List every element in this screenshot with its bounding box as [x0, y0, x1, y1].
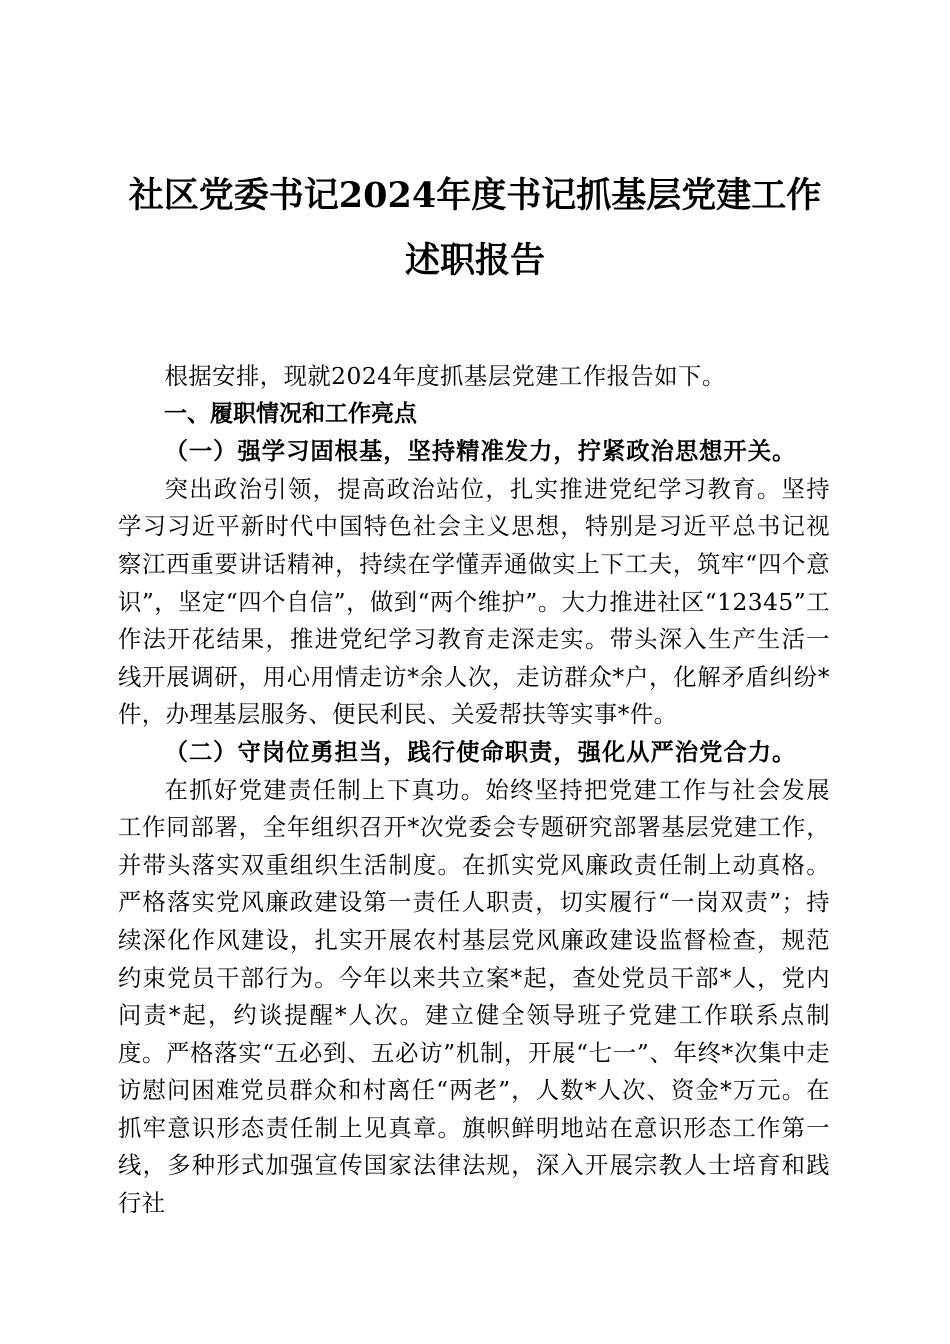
subsection-paragraph-2: 在抓好党建责任制上下真功。始终坚持把党建工作与社会发展工作同部署，全年组织召开*次党委会专题研究部署基层党建工作，并带头落实双重组织生活制度。在抓实党风廉政责任制上动真格。严格落实党风廉政建设第一责任人职责，切实履行“一岗双责”；持续深化作风建设，扎实开展农村基层党风廉政建设监督检查，规范约束党员干部行为。今年以来共立案*起，查处党员干部*人，党内问责*起，约谈提醒*人次。建立健全领导班子党建工作联系点制度。严格落实“五必到、五必访”机制，开展“七一”、年终*次集中走访慰问困难党员群众和村离任“两老”，人数*人次、资金*万元。在抓牢意识形态责任制上见真章。旗帜鲜明地站在意识形态工作第一线，多种形式加强宣传国家法律法规，深入开展宗教人士培育和践行社: [118, 776, 830, 1218]
subsection-heading-2: （二）守岗位勇担当，践行使命职责，强化从严治党合力。: [164, 738, 797, 766]
document-title-line-1: 社区党委书记2024年度书记抓基层党建工作: [128, 175, 822, 216]
document-body: [118, 358, 830, 1223]
subsection-heading-1: （一）强学习固根基，坚持精准发力，拧紧政治思想开关。: [164, 438, 797, 466]
document-title-line-2: 述职报告: [404, 240, 545, 281]
section-heading-1: 一、履职情况和工作亮点: [164, 400, 417, 427]
intro-paragraph: 根据安排，现就2024年度抓基层党建工作报告如下。: [164, 363, 726, 390]
subsection-paragraph-1: 突出政治引领，提高政治站位，扎实推进党纪学习教育。坚持学习习近平新时代中国特色社会主义思想，特别是习近平总书记视察江西重要讲话精神，持续在学懂弄通做实上下工夫，筑牢“四个意识”，坚定“四个自信”，做到“两个维护”。大力推进社区“12345”工作法开花结果，推进党纪学习教育走深走实。带头深入生产生活一线开展调研，用心用情走访*余人次，走访群众*户，化解矛盾纠纷*件，办理基层服务、便民利民、关爱帮扶等实事*件。: [118, 475, 830, 729]
